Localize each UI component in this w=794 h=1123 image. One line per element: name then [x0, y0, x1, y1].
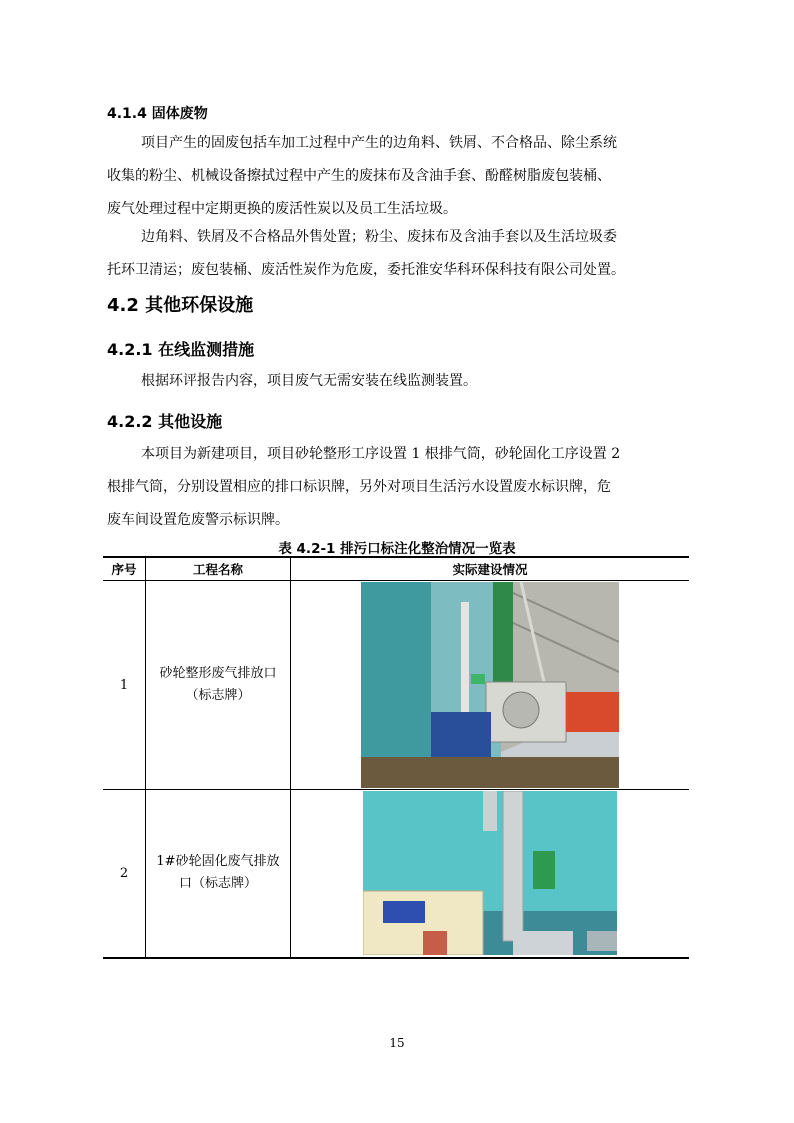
photo-illustration [361, 582, 619, 788]
heading-4-2: 4.2 其他环保设施 [107, 295, 254, 316]
heading-4-1-4: 4.1.4 固体废物 [107, 106, 208, 122]
paragraph-line: 项目产生的固废包括车加工过程中产生的边角料、铁屑、不合格品、除尘系统 [141, 135, 617, 151]
row-photo-cell [291, 581, 690, 790]
header-name: 工程名称 [146, 557, 291, 581]
row-name-line: 砂轮整形废气排放口 [159, 666, 277, 681]
paragraph-line: 本项目为新建项目，项目砂轮整形工序设置 1 根排气筒，砂轮固化工序设置 2 [141, 446, 621, 462]
row-name [146, 790, 291, 958]
row-photo-cell [291, 790, 690, 958]
row-name [146, 581, 291, 790]
paragraph-line: 根排气筒，分别设置相应的排口标识牌，另外对项目生活污水设置废水标识牌，危 [107, 479, 611, 495]
heading-4-2-2: 4.2.2 其他设施 [107, 412, 223, 431]
paragraph-line: 根据环评报告内容，项目废气无需安装在线监测装置。 [141, 373, 477, 389]
outlet-photo-2 [363, 791, 617, 955]
row-no: 2 [103, 790, 146, 958]
paragraph-solid-waste [107, 127, 689, 226]
row-name-line: 口（标志牌） [178, 876, 257, 892]
row-name-line: 1#砂轮固化废气排放 [156, 854, 280, 870]
row-no: 1 [103, 581, 146, 790]
paragraph-online-monitoring [107, 365, 689, 398]
paragraph-line: 废车间设置危废警示标识牌。 [107, 512, 289, 528]
table-caption: 表 4.2-1 排污口标注化整治情况一览表 [278, 541, 516, 557]
row-name-line: （标志牌） [185, 688, 251, 703]
header-no: 序号 [103, 557, 146, 581]
header-status: 实际建设情况 [291, 557, 690, 581]
paragraph-line: 废气处理过程中定期更换的废活性炭以及员工生活垃圾。 [107, 201, 457, 217]
table-row [103, 581, 689, 790]
photo-illustration [363, 791, 617, 955]
paragraph-line: 收集的粉尘、机械设备擦拭过程中产生的废抹布及含油手套、酚醛树脂废包装桶、 [107, 168, 611, 184]
table-header-row [103, 557, 689, 581]
paragraph-disposal [107, 221, 689, 287]
paragraph-line: 边角料、铁屑及不合格品外售处置；粉尘、废抹布及含油手套以及生活垃圾委 [141, 229, 617, 245]
table-row [103, 790, 689, 958]
heading-4-2-1: 4.2.1 在线监测措施 [107, 340, 255, 359]
paragraph-other-facilities [107, 438, 689, 537]
outlet-photo-1 [361, 582, 619, 788]
paragraph-line: 托环卫清运；废包装桶、废活性炭作为危废，委托淮安华科环保科技有限公司处置。 [107, 262, 625, 278]
outlet-table [103, 556, 689, 959]
page-number: 15 [389, 1036, 405, 1050]
